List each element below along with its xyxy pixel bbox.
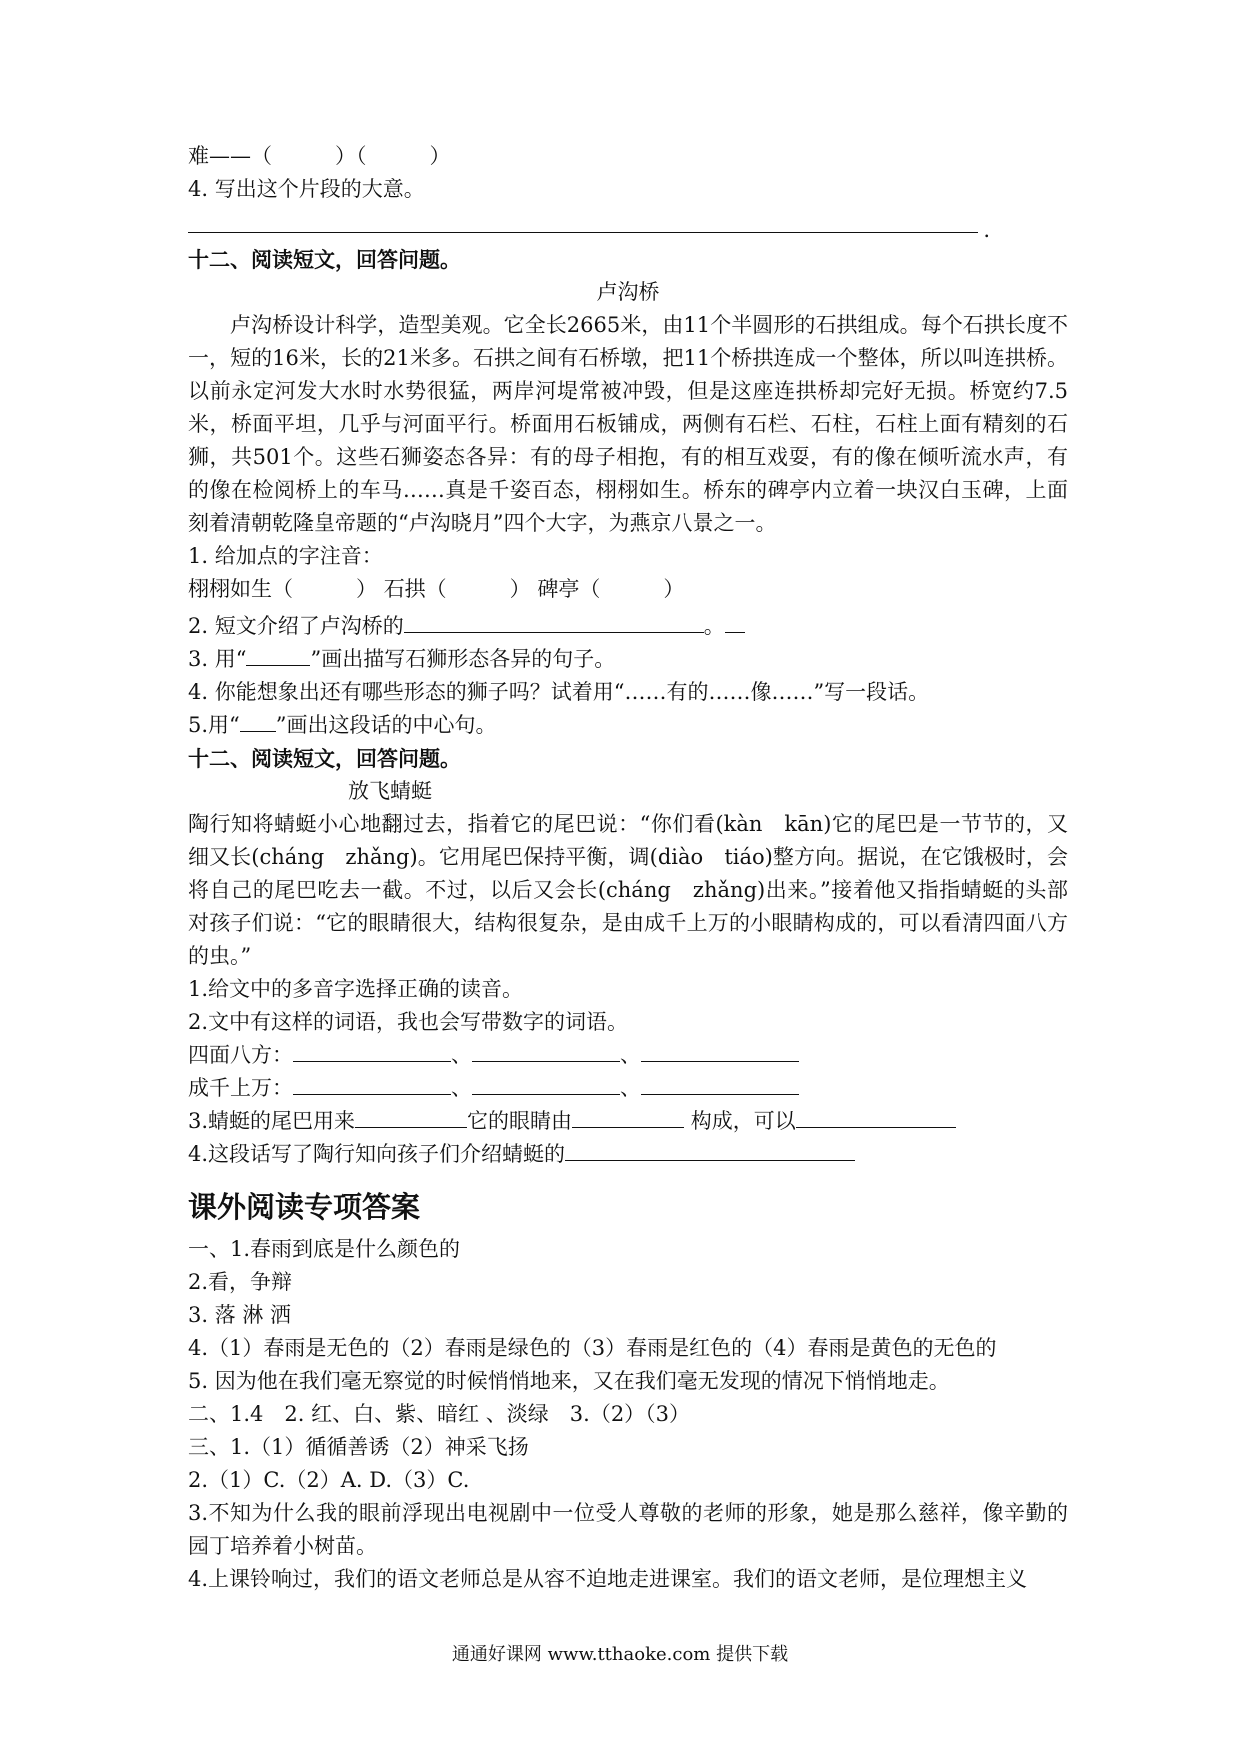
question-2: 2.文中有这样的词语，我也会写带数字的词语。 (188, 1010, 629, 1034)
answer-blank-line: 难——（ ）（ ） (188, 144, 451, 168)
word-row: 四面八方： 、 、 (188, 1039, 1068, 1072)
answer-line: 3.不知为什么我的眼前浮现出电视剧中一位受人尊敬的老师的形象，她是那么慈祥，像辛勤的园丁培养着小树苗。 (188, 1501, 1068, 1558)
question-3: 3.蜻蜓的尾巴用来 它的眼睛由 构成，可以 (188, 1105, 1068, 1138)
question-2: 2. 短文介绍了卢沟桥的 。 (188, 610, 1068, 643)
answer-line: 三、1.（1）循循善诱（2）神采飞扬 (188, 1435, 529, 1459)
question-4: 4.这段话写了陶行知向孩子们介绍蜻蜓的 (188, 1138, 1068, 1171)
word-item: 石拱（ ） (383, 577, 531, 601)
passage-text: 卢沟桥设计科学，造型美观。它全长2665米，由11个半圆形的石拱组成。每个石拱长度不一，短的16米，长的21米多。石拱之间有石桥墩，把11个桥拱连成一个整体，所以叫连拱桥。以前永定河发大水时水势很猛，两岸河堤常被冲毁，但是这座连拱桥却完好无损。桥宽约7.5米，桥面平坦，几乎与河面平行。桥面用石板铺成，两侧有石栏、石柱，石柱上面有精刻的石狮，共501个。这些石狮姿态各异：有的母子相抱，有的相互戏耍，有的像在倾听流水声，有的像在检阅桥上的车马……真是千姿百态，栩栩如生。桥东的碑亭内立着一块汉白玉碑，上面刻着清朝乾隆皇帝题的“卢沟晓月”四个大字，为燕京八景之一。 (188, 313, 1068, 535)
page-footer: 通通好课网 www.tthaoke.com 提供下载 (451, 1644, 789, 1665)
answer-line: 3. 落 淋 洒 (188, 1303, 292, 1327)
answer-line: 二、1.4 2. 红、白、紫、暗红 、淡绿 3.（2）（3） (188, 1402, 691, 1426)
question-1: 1.给文中的多音字选择正确的读音。 (188, 977, 524, 1001)
question-3: 3. 用“ ”画出描写石狮形态各异的句子。 (188, 643, 1068, 676)
fill-blank (240, 709, 276, 732)
word-item: 碑亭（ ） (537, 577, 685, 601)
answer-line: 一、1.春雨到底是什么颜色的 (188, 1237, 461, 1261)
answer-line: 5. 因为他在我们毫无察觉的时候悄悄地来，又在我们毫无发现的情况下悄悄地走。 (188, 1369, 950, 1393)
passage-text: 陶行知将蜻蜓小心地翻过去，指着它的尾巴说：“你们看(kàn kān)它的尾巴是一节节的，又细又长(cháng zhǎng)。它用尾巴保持平衡，调(diào tiáo)整方向。据说，在它饿极时，会将自己的尾巴吃去一截。不过，以后又会长(cháng zhǎng)出来。”接着他又指指蜻蜓的头部对孩子们说：“它的眼睛很大，结构很复杂，是由成千上万的小眼睛构成的，可以看清四面八方的虫。” (188, 812, 1068, 968)
section-heading: 十二、阅读短文，回答问题。 (188, 746, 461, 771)
question-summary: 4. 写出这个片段的大意。 (188, 177, 425, 201)
answer-line: 2.（1）C.（2）A. D.（3）C. (188, 1468, 470, 1492)
answers-heading: 课外阅读专项答案 (188, 1190, 421, 1224)
question-1: 1. 给加点的字注音： (188, 544, 383, 568)
section-heading: 十二、阅读短文，回答问题。 (188, 247, 461, 272)
summary-answer-line (188, 212, 990, 242)
answer-line: 4.（1）春雨是无色的（2）春雨是绿色的（3）春雨是红色的（4）春雨是黄色的无色的 (188, 1336, 997, 1360)
word-row: 成千上万： 、 、 (188, 1072, 1068, 1105)
passage-title: 放飞蜻蜓 (348, 779, 432, 803)
answer-line: 2.看，争辩 (188, 1270, 293, 1294)
document-page (188, 140, 1068, 1596)
word-item: 栩栩如生（ ） (188, 577, 377, 601)
question-4: 4. 你能想象出还有哪些形态的狮子吗？试着用“……有的……像……”写一段话。 (188, 680, 930, 704)
passage-title: 卢沟桥 (596, 280, 660, 304)
question-5: 5.用“ ”画出这段话的中心句。 (188, 709, 1068, 742)
end-dot: . (983, 218, 990, 242)
pinyin-row (188, 573, 1068, 606)
fill-blank (404, 610, 704, 633)
answer-line: 4.上课铃响过，我们的语文老师总是从容不迫地走进课室。我们的语文老师，是位理想主义 (188, 1567, 1028, 1591)
fill-blank (246, 643, 310, 666)
fill-blank (725, 610, 745, 633)
